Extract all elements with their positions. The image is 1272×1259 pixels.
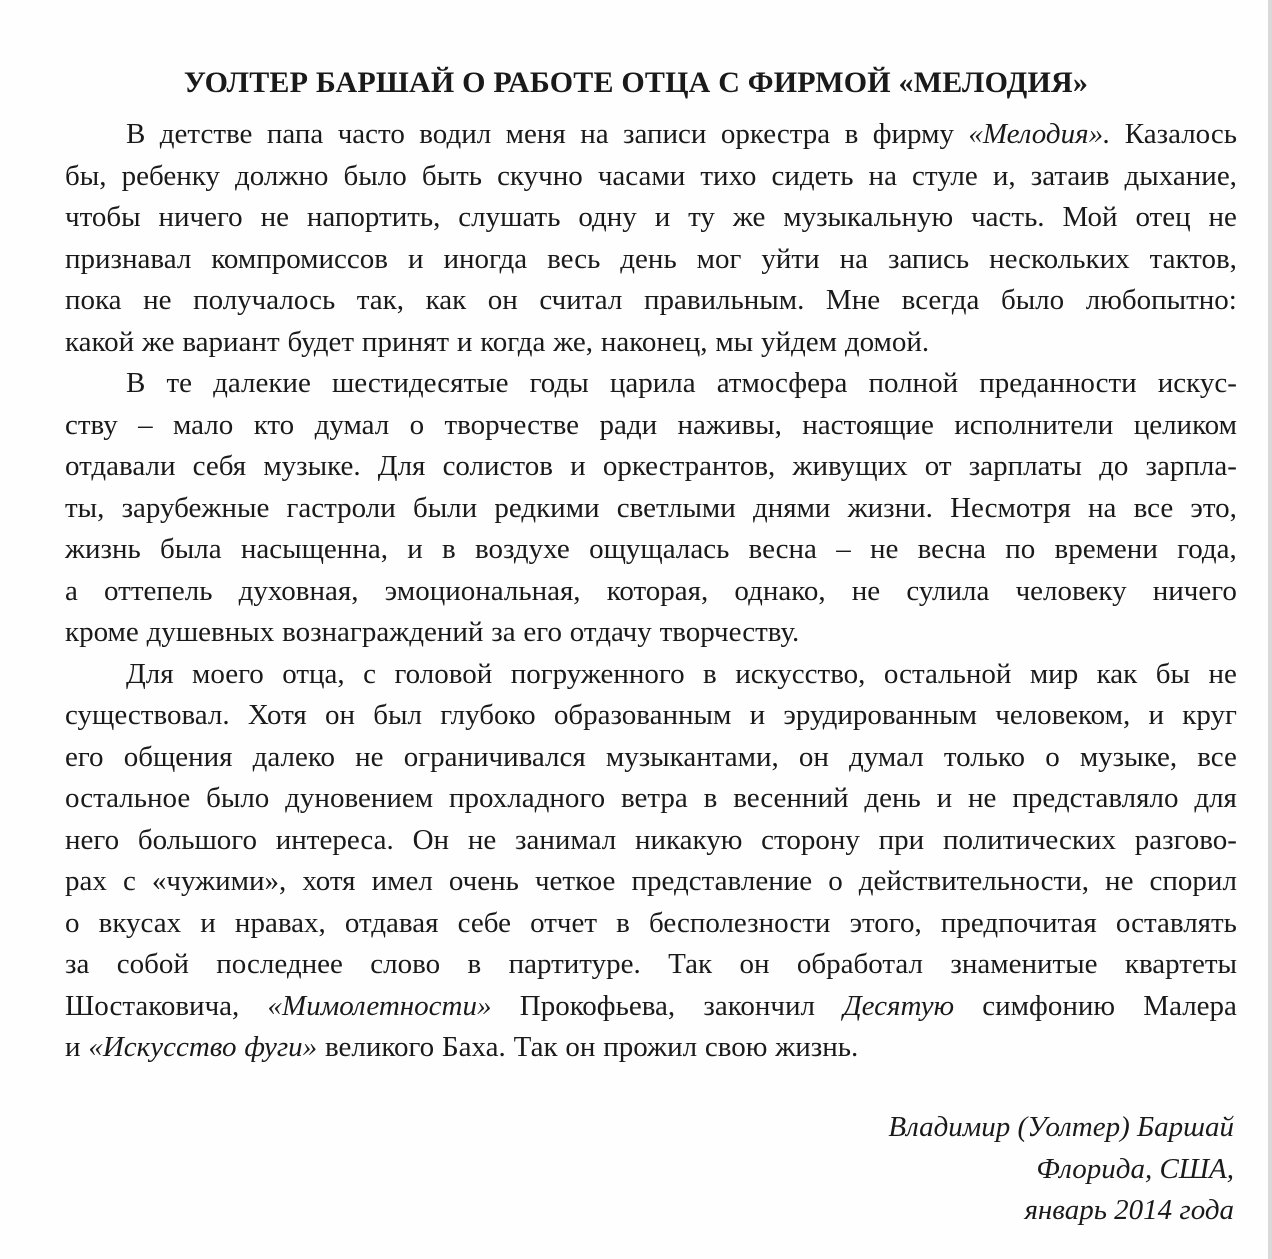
word: интереса. [275,823,394,856]
word: великого [324,1031,435,1063]
word: разгово- [1134,823,1237,856]
word: года, [1177,533,1237,565]
word: и [1148,699,1165,731]
word: только [943,740,1026,773]
word: чтобы [65,201,141,233]
word: предпочитая [940,906,1097,939]
word: о [1045,740,1060,773]
word: Для [126,657,174,690]
word: тактов, [1149,242,1237,275]
word: ту [688,201,715,233]
word: не [1208,657,1237,690]
word: однако, [734,574,826,607]
word: часами [597,159,686,192]
word: бы [1155,657,1190,690]
word: слово [370,948,441,980]
word: за [491,616,516,648]
word: же, [553,325,593,358]
word: представляло [1012,782,1179,814]
word: – [836,533,851,565]
page-edge [1268,0,1272,1259]
word: бы, [65,159,107,192]
text-line [65,861,1237,903]
text-line [65,488,1237,530]
word: прожил [603,1031,698,1063]
word: сторону [761,823,860,856]
text-line [65,322,1237,364]
word: ничего [158,201,243,233]
word: будет [287,325,355,358]
word: времени [1054,533,1158,565]
word: наживы, [677,408,782,441]
text-line [65,446,1237,488]
word: скучно [497,159,583,192]
word: далекие [213,367,311,399]
word: Прокофьева, [519,989,676,1022]
word: жизни. [847,491,933,524]
word: ветра [620,782,688,814]
word: при [878,823,925,856]
word: сулила [906,574,990,607]
text-line [65,571,1237,613]
word: «чужими», [151,865,287,897]
word: музыке. [263,450,361,482]
word: отдавая [344,906,439,939]
word: по [1005,533,1036,565]
word: не [1208,201,1237,233]
word: не [869,533,899,565]
word: вкусах [98,906,182,939]
word: живущих [792,450,908,482]
word: Мне [825,284,881,316]
word: далеко [252,740,336,773]
word: него [65,823,120,856]
word: как [1096,657,1138,690]
word: отчет [530,906,597,939]
word: о [828,865,843,897]
signature-block [888,1107,1234,1232]
word: и [407,242,424,275]
word: он [565,1031,596,1063]
word: Малера [1143,989,1237,1022]
word: ради [599,408,658,441]
word: все [1133,491,1174,524]
word: образованным [553,699,732,731]
paragraph-2 [65,363,1237,654]
word: папа [266,118,324,150]
word: должно [235,159,329,192]
word: себе [457,906,511,939]
word: закончил [703,989,815,1022]
word: атмосфера [716,367,848,399]
word: наконец, [600,325,708,358]
word: пока [65,284,122,316]
word: думал [849,740,924,773]
paragraph-3 [65,654,1237,1069]
word: о [65,906,80,939]
word: до [1099,450,1129,482]
word: Казалось [1124,118,1237,150]
signature-author: Владимир (Уолтер) Баршай [888,1111,1234,1143]
word: ребенку [121,159,220,192]
word: на [1088,491,1117,524]
word: и, [992,159,1016,192]
word: водил [419,118,492,150]
word: насыщенна, [240,533,388,565]
word: знаменитые [950,948,1098,980]
word: «Мелодия». [968,118,1111,150]
text-line [65,737,1237,779]
word: и [456,325,473,358]
word: днями [752,491,831,524]
word: редкими [494,491,600,524]
word: Баха. [442,1031,506,1063]
text-line [65,529,1237,571]
word: ству [65,408,118,441]
word: партитуре. [508,948,641,980]
word: остальное [65,782,191,814]
word: было [1000,284,1065,316]
word: получалось [193,284,336,316]
text-line [65,363,1237,405]
word: четкое [534,865,616,897]
text-line [65,944,1237,986]
word: слушать [458,201,561,233]
word: сидеть [771,159,854,192]
paragraph-1 [65,114,1237,363]
word: и [749,699,766,731]
word: имел [371,865,433,897]
word: симфонию [982,989,1116,1022]
word: оркестрантов, [602,450,776,482]
word: это, [1190,491,1237,524]
word: этого, [849,906,922,939]
word: музыкантами, [605,740,779,773]
word: за [65,948,90,980]
word: политических [943,823,1116,856]
word: творчеству. [659,616,800,648]
word: так, [356,284,405,316]
word: преданности [979,367,1137,399]
word: искусство, [735,657,866,690]
word: спорил [1149,865,1237,897]
word: вознаграждений [282,616,484,648]
word: не [260,201,289,233]
word: принят [361,325,449,358]
word: Так [668,948,713,980]
word: рах [65,865,107,897]
word: тихо [700,159,757,192]
text-line [65,654,1237,696]
word: записи [623,118,707,150]
word: и [654,201,671,233]
word: фуги» [244,1031,318,1063]
word: все [1197,740,1237,773]
word: круг [1182,699,1237,731]
text-line [65,156,1237,198]
word: в [616,906,630,939]
word: отдачу [569,616,652,648]
word: признавал [65,242,192,275]
word: в [844,118,859,150]
word: ты, [65,491,105,524]
word: оттепель [104,574,213,607]
word: в [467,948,482,980]
word: в [703,657,717,690]
word: отца, [282,657,345,690]
word: день [864,782,921,814]
word: кто [253,408,295,441]
word: он [739,948,770,980]
word: исполнители [954,408,1114,441]
text-line [65,114,1237,156]
text-line [65,612,1237,654]
word: оставлять [1115,906,1237,939]
word: мы [715,325,754,358]
word: царила [609,367,696,399]
word: хотя [302,865,356,897]
word: занимал [515,823,617,856]
word: считал [539,284,623,316]
text-line [65,280,1237,322]
word: быть [421,159,482,192]
word: не [968,782,997,814]
word: эрудированным [783,699,977,731]
word: уйти [761,242,820,275]
word: был [373,699,422,731]
word: в [703,782,718,814]
word: с [122,865,136,897]
word: погруженного [510,657,685,690]
word: жизнь [65,533,141,565]
word: годы [529,367,589,399]
word: бесполезности [648,906,831,939]
word: Мой [1062,201,1118,233]
word: остальной [883,657,1012,690]
word: себя [192,450,247,482]
word: существовал. [65,699,230,731]
word: затаив [1030,159,1110,192]
word: а [65,574,78,607]
word: «Искусство [88,1031,237,1063]
word: Он [412,823,450,856]
word: головой [394,657,493,690]
word: Десятую [843,989,955,1022]
word: музыкальную [783,201,954,233]
text-line [65,197,1237,239]
word: квартеты [1124,948,1237,980]
word: прохладного [448,782,606,814]
word: напортить, [306,201,441,233]
word: целиком [1133,408,1237,441]
word: человеку [1015,574,1127,607]
word: зарпла- [1145,450,1237,482]
word: и [65,1031,81,1063]
word: дуновением [285,782,434,814]
word: очень [448,865,519,897]
word: душевных [146,616,275,648]
word: никакую [634,823,743,856]
word: и [200,906,216,939]
word: и [936,782,953,814]
text-line [65,1027,1237,1069]
word: вариант [182,325,280,358]
word: жизнь. [775,1031,859,1063]
text-line [65,903,1237,945]
article-title: УОЛТЕР БАРШАЙ О РАБОТЕ ОТЦА С ФИРМОЙ «МЕЛОДИЯ» [183,66,1089,99]
word: искус- [1157,367,1237,399]
word: стуле [912,159,978,192]
word: домой. [844,325,930,358]
word: от [924,450,952,482]
word: Хотя [247,699,307,731]
word: о [409,408,425,441]
word: и [407,533,423,565]
word: шестидесятые [331,367,509,399]
word: гастроли [286,491,396,524]
word: не [1105,865,1134,897]
word: воздухе [474,533,570,565]
word: действительности, [858,865,1089,897]
word: на [580,118,609,150]
word: мог [696,242,742,275]
word: уйдем [761,325,837,358]
word: же [142,325,175,358]
word: отец [1135,201,1191,233]
word: было [343,159,407,192]
word: полной [868,367,959,399]
word: весна [748,533,817,565]
word: думал [314,408,390,441]
word: меня [505,118,566,150]
word: собой [116,948,189,980]
word: мало [173,408,234,441]
word: оркестра [720,118,831,150]
word: ощущалась [589,533,730,565]
word: те [166,367,192,399]
word: когда [480,325,546,358]
word: какой [65,325,135,358]
word: не [467,823,497,856]
word: обработал [796,948,923,980]
word: творчестве [444,408,580,441]
word: фирму [872,118,954,150]
word: Несмотря [950,491,1071,524]
word: было [206,782,270,814]
word: как [425,284,467,316]
word: нескольких [989,242,1130,275]
word: детстве [159,118,253,150]
signature-place: Флорида, США, [1036,1152,1234,1185]
word: последнее [216,948,343,980]
word: любопытно: [1085,284,1237,316]
word: светлыми [616,491,736,524]
word: дыхание, [1124,159,1237,192]
word: день [620,242,677,275]
word: Шостаковича, [65,989,240,1022]
word: духовная, [238,574,359,607]
text-line [65,778,1237,820]
word: В [126,118,146,150]
word: была [160,533,222,565]
word: «Мимолетности» [267,989,492,1022]
text-line [65,820,1237,862]
article-body [65,114,1237,1069]
word: правильным. [643,284,805,316]
word: часто [337,118,405,150]
word: Для [377,450,426,482]
word: зарплаты [968,450,1082,482]
word: В [126,367,146,399]
word: не [851,574,881,607]
word: моего [192,657,264,690]
word: свою [704,1031,768,1063]
word: его [523,616,562,648]
word: не [143,284,172,316]
word: зарубежные [121,491,270,524]
word: настоящие [802,408,934,441]
text-line [65,695,1237,737]
word: были [412,491,478,524]
word: представление [631,865,813,897]
word: он [798,740,829,773]
word: ничего [1152,574,1237,607]
word: мир [1029,657,1079,690]
word: в [442,533,456,565]
text-line [65,239,1237,281]
word: общения [123,740,233,773]
word: с [363,657,377,690]
word: которая, [606,574,709,607]
word: ограничивался [403,740,586,773]
word: компромиссов [211,242,388,275]
word: глубоко [440,699,536,731]
text-line [65,405,1237,447]
word: его [65,740,104,773]
word: музыке, [1079,740,1178,773]
word: кроме [65,616,139,648]
word: не [355,740,384,773]
word: и [570,450,586,482]
word: весенний [733,782,849,814]
word: нравах, [234,906,326,939]
word: весна [917,533,986,565]
word: на [839,242,868,275]
word: на [868,159,897,192]
word: же [732,201,766,233]
word: иногда [443,242,528,275]
signature-date: январь 2014 года [1024,1194,1234,1226]
word: он [487,284,518,316]
word: человеком, [995,699,1131,731]
word: Так [513,1031,558,1063]
word: всегда [901,284,980,316]
word: большого [137,823,257,856]
word: он [325,699,356,731]
text-line [65,986,1237,1028]
word: весь [547,242,601,275]
word: запись [887,242,970,275]
word: часть. [971,201,1045,233]
word: для [1194,782,1237,814]
word: – [138,408,153,441]
word: отдавали [65,450,176,482]
word: эмоциональная, [384,574,581,607]
word: солистов [442,450,553,482]
word: одну [578,201,637,233]
